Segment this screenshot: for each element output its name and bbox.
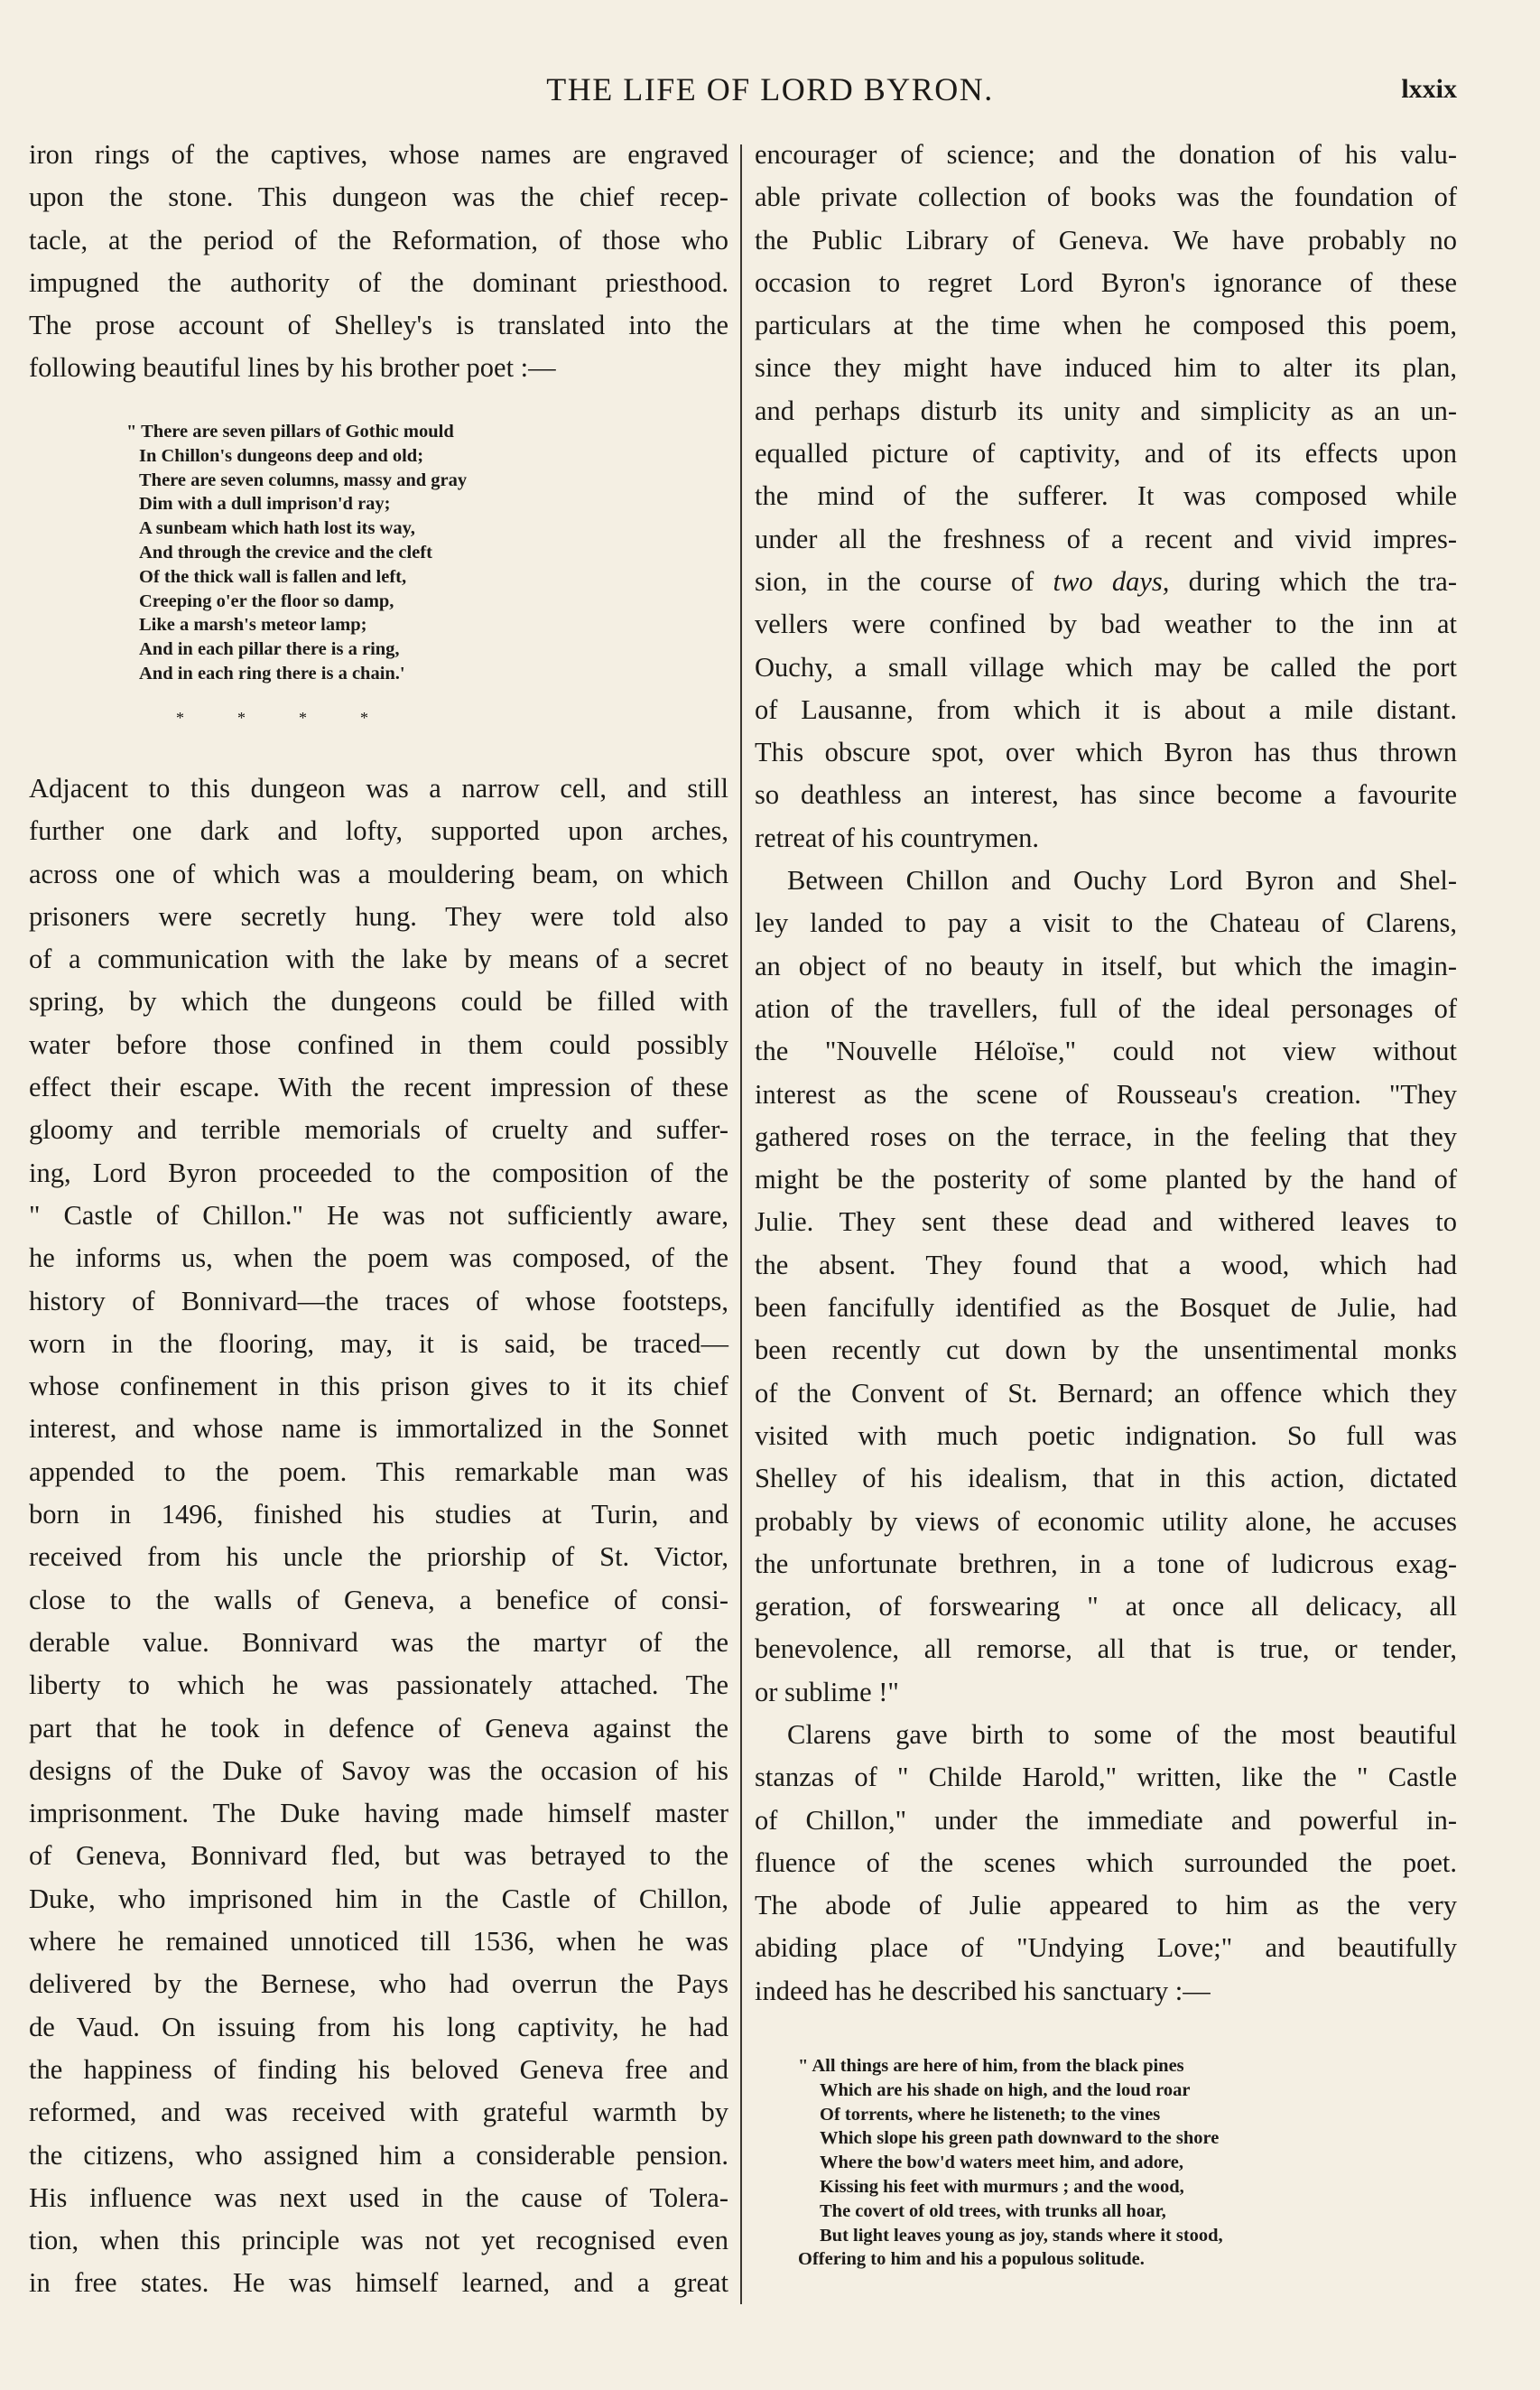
text-line: or sublime !"	[755, 1676, 899, 1707]
text-line: probably by views of economic utility alone, he accuses	[755, 1505, 1457, 1537]
poem-line: Of the thick wall is fallen and left,	[139, 566, 407, 587]
poem-line: Where the bow'd waters meet him, and adore,	[820, 2153, 1183, 2173]
poem-line: But light leaves young as joy, stands where it stood,	[820, 2225, 1223, 2246]
text-line: since they might have induced him to alter its plan,	[755, 352, 1457, 384]
text-line: been fancifully identified as the Bosquet de Julie, had	[755, 1292, 1457, 1324]
text-line: benevolence, all remorse, all that is true, or tender,	[755, 1633, 1457, 1665]
poem-line: And through the crevice and the cleft	[139, 542, 432, 563]
text-line: impugned the authority of the dominant priesthood.	[29, 266, 728, 298]
text-line: of the Convent of St. Bernard; an offence which they	[755, 1377, 1457, 1409]
text-line: in free states. He was himself learned, and a great	[29, 2267, 728, 2299]
text-line: the "Nouvelle Héloïse," could not view without	[755, 1036, 1457, 1067]
text-line: Adjacent to this dungeon was a narrow cell, and still	[29, 773, 728, 804]
text-line: equalled picture of captivity, and of its effects upon	[755, 438, 1457, 470]
text-line: ation of the travellers, full of the ideal personages of	[755, 992, 1457, 1024]
running-title: THE LIFE OF LORD BYRON.	[546, 71, 994, 107]
poem-line: A sunbeam which hath lost its way,	[139, 518, 415, 539]
text-fragment: during which the tra-	[1169, 565, 1457, 597]
text-line: Julie. They sent these dead and withered leaves to	[755, 1206, 1457, 1238]
text-line: particulars at the time when he composed this poem,	[755, 310, 1457, 341]
text-line: The abode of Julie appeared to him as the very	[755, 1890, 1457, 1921]
text-line: " Castle of Chillon." He was not sufficiently aware,	[29, 1199, 728, 1231]
text-line: able private collection of books was the foundation of	[755, 181, 1457, 213]
poem-line: " There are seven pillars of Gothic mould	[126, 422, 454, 442]
poem-line: Which are his shade on high, and the loud roar	[820, 2079, 1191, 2100]
text-line: upon the stone. This dungeon was the chief recep-	[29, 181, 728, 213]
poem-line: And in each pillar there is a ring,	[139, 639, 400, 660]
text-line: effect their escape. With the recent impression of these	[29, 1072, 728, 1103]
text-line: fluence of the scenes which surrounded the poet.	[755, 1846, 1457, 1878]
text-line: Duke, who imprisoned him in the Castle of Chillon,	[29, 1883, 728, 1914]
text-line: prisoners were secretly hung. They were told also	[29, 900, 728, 932]
text-line: delivered by the Bernese, who had overrun the Pays	[29, 1968, 728, 2000]
text-line: visited with much poetic indignation. So full was	[755, 1419, 1457, 1451]
text-line: an object of no beauty in itself, but which the imagin-	[755, 950, 1457, 981]
text-line: imprisonment. The Duke having made himself master	[29, 1798, 728, 1829]
poem-line: The covert of old trees, with trunks all hoar,	[820, 2200, 1166, 2221]
text-line: so deathless an interest, has since become a favourite	[755, 779, 1457, 811]
text-line: the happiness of finding his beloved Geneva free and	[29, 2053, 728, 2085]
text-line: tion, when this principle was not yet recognised even	[29, 2225, 728, 2256]
text-line: stanzas of " Childe Harold," written, like the " Castle	[755, 1762, 1457, 1793]
text-line: under all the freshness of a recent and vivid impres-	[755, 523, 1457, 554]
text-line: the absent. They found that a wood, which had	[755, 1249, 1457, 1280]
text-line: received from his uncle the priorship of St. Victor,	[29, 1541, 728, 1573]
text-line: further one dark and lofty, supported upon arches,	[29, 815, 728, 847]
text-line: and perhaps disturb its unity and simplicity as an un-	[755, 395, 1457, 426]
poem-line: Kissing his feet with murmurs ; and the wood,	[820, 2176, 1184, 2197]
text-line: interest as the scene of Rousseau's creation. "They	[755, 1078, 1457, 1110]
right-column	[755, 134, 1457, 2013]
text-line: ley landed to pay a visit to the Chateau of Clarens,	[755, 907, 1457, 939]
text-line-italic	[755, 561, 1457, 603]
text-line: the Public Library of Geneva. We have probably no	[755, 224, 1457, 256]
left-column-top	[29, 134, 728, 390]
italic-emphasis: two days,	[1053, 565, 1170, 597]
text-line: derable value. Bonnivard was the martyr of the	[29, 1626, 728, 1658]
poem-quotation-chillon	[126, 420, 668, 686]
text-line: the mind of the sufferer. It was composed while	[755, 480, 1457, 512]
text-line: liberty to which he was passionately attached. The	[29, 1669, 728, 1701]
text-line: worn in the flooring, may, it is said, be traced—	[29, 1327, 728, 1359]
text-line: indeed has he described his sanctuary :—	[755, 1975, 1211, 2006]
star: *	[176, 709, 184, 727]
text-line: he informs us, when the poem was composed, of the	[29, 1242, 728, 1274]
poem-line: Dim with a dull imprison'd ray;	[139, 494, 391, 515]
ellipsis-stars	[176, 709, 537, 728]
text-line: ing, Lord Byron proceeded to the composition of the	[29, 1157, 728, 1188]
text-line: close to the walls of Geneva, a benefice of consi-	[29, 1584, 728, 1615]
text-line: gloomy and terrible memorials of cruelty and suffer-	[29, 1114, 728, 1146]
text-line: of a communication with the lake by means of a secret	[29, 944, 728, 975]
text-line: water before those confined in them could possibly	[29, 1028, 728, 1060]
poem-line: And in each ring there is a chain.'	[139, 663, 405, 684]
text-line: tacle, at the period of the Reformation, of those who	[29, 224, 728, 256]
text-line: encourager of science; and the donation of his valu-	[755, 139, 1457, 170]
text-line: the citizens, who assigned him a considerable pension.	[29, 2139, 728, 2171]
poem-line: In Chillon's dungeons deep and old;	[139, 445, 424, 466]
text-line: Clarens gave birth to some of the most beautiful	[787, 1718, 1457, 1750]
star: *	[237, 709, 246, 727]
text-line: gathered roses on the terrace, in the feeling that they	[755, 1121, 1457, 1152]
text-line: Between Chillon and Ouchy Lord Byron and Shel-	[787, 865, 1457, 897]
poem-quotation-clarens	[798, 2054, 1430, 2272]
text-line: reformed, and was received with grateful warmth by	[29, 2097, 728, 2128]
text-line: Ouchy, a small village which may be called the port	[755, 651, 1457, 683]
text-line: across one of which was a mouldering beam, on which	[29, 858, 728, 889]
poem-line: Of torrents, where he listeneth; to the vines	[820, 2104, 1161, 2125]
poem-line: Like a marsh's meteor lamp;	[139, 615, 367, 636]
left-column-bottom	[29, 767, 728, 2305]
text-line: interest, and whose name is immortalized in the Sonnet	[29, 1413, 728, 1445]
poem-line: Creeping o'er the floor so damp,	[139, 591, 394, 611]
star: *	[360, 709, 368, 727]
poem-line: Which slope his green path downward to the shore	[820, 2128, 1220, 2149]
text-line: born in 1496, finished his studies at Turin, and	[29, 1499, 728, 1530]
text-line: of Lausanne, from which it is about a mile distant.	[755, 693, 1457, 725]
poem-line: Offering to him and his a populous solitude.	[798, 2249, 1145, 2270]
text-line: spring, by which the dungeons could be filled with	[29, 986, 728, 1018]
text-line: been recently cut down by the unsentimental monks	[755, 1334, 1457, 1366]
text-line: of Geneva, Bonnivard fled, but was betrayed to the	[29, 1840, 728, 1872]
text-line: the unfortunate brethren, in a tone of ludicrous exag-	[755, 1548, 1457, 1579]
text-line: iron rings of the captives, whose names are engraved	[29, 139, 728, 170]
text-line: His influence was next used in the cause of Tolera-	[29, 2181, 728, 2213]
text-line: following beautiful lines by his brother poet :—	[29, 352, 556, 384]
text-line: occasion to regret Lord Byron's ignorance of these	[755, 266, 1457, 298]
text-line: de Vaud. On issuing from his long captivity, he had	[29, 2011, 728, 2042]
page-header	[0, 70, 1540, 116]
text-line: This obscure spot, over which Byron has thus thrown	[755, 737, 1457, 768]
text-line: Shelley of his idealism, that in this action, dictated	[755, 1463, 1457, 1494]
text-line: where he remained unnoticed till 1536, when he was	[29, 1926, 728, 1958]
poem-line: There are seven columns, massy and gray	[139, 470, 468, 490]
text-line: abiding place of "Undying Love;" and beautifully	[755, 1932, 1457, 1964]
text-line: whose confinement in this prison gives to it its chief	[29, 1371, 728, 1402]
star: *	[299, 709, 307, 727]
text-line: vellers were confined by bad weather to the inn at	[755, 609, 1457, 640]
column-divider	[740, 144, 742, 2304]
text-line: geration, of forswearing " at once all delicacy, all	[755, 1591, 1457, 1623]
text-line: part that he took in defence of Geneva against the	[29, 1712, 728, 1744]
text-line: of Chillon," under the immediate and powerful in-	[755, 1804, 1457, 1836]
text-line: retreat of his countrymen.	[755, 822, 1040, 853]
text-line: The prose account of Shelley's is translated into the	[29, 310, 728, 341]
text-line: designs of the Duke of Savoy was the occasion of his	[29, 1754, 728, 1786]
page-number: lxxix	[1401, 74, 1457, 104]
text-fragment: sion, in the course of	[755, 565, 1053, 597]
text-line: appended to the poem. This remarkable man was	[29, 1455, 728, 1487]
poem-line: " All things are here of him, from the black pines	[798, 2056, 1184, 2076]
text-line: might be the posterity of some planted by the hand of	[755, 1164, 1457, 1195]
text-line: history of Bonnivard—the traces of whose footsteps,	[29, 1285, 728, 1316]
